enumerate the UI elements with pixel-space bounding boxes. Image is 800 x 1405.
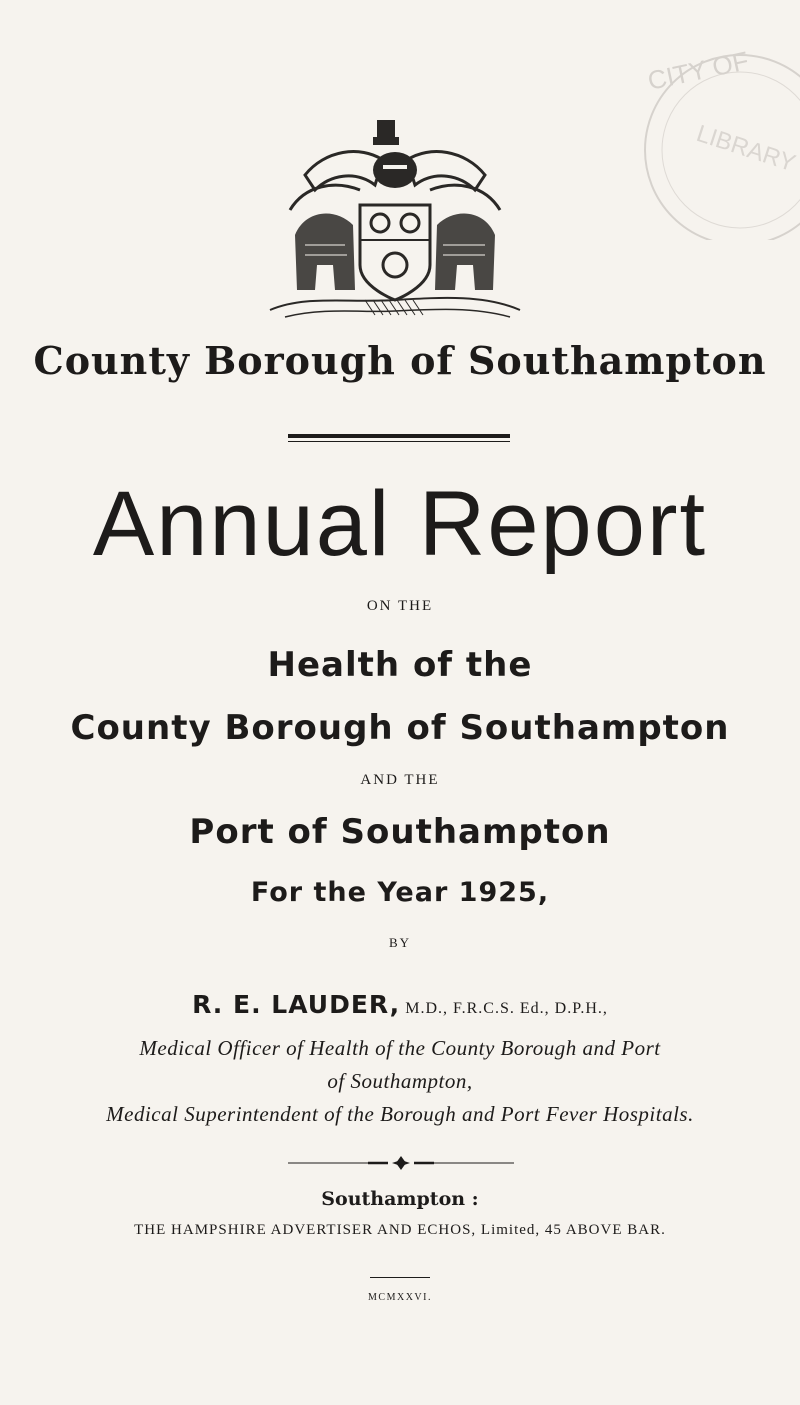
author-qualifications: M.D., F.R.C.S. Ed., D.P.H., [405, 1000, 608, 1017]
coat-of-arms-crest [265, 115, 525, 325]
report-title: Annual Report [92, 473, 708, 575]
county-borough-heading: County Borough of Southampton [33, 338, 767, 383]
double-rule-divider [288, 434, 510, 444]
svg-text:LIBRARY: LIBRARY [693, 120, 799, 178]
port-heading: Port of Southampton [189, 812, 611, 852]
author-role-line-2: of Southampton, [327, 1069, 473, 1093]
imprint-place: Southampton : [321, 1188, 479, 1210]
and-the-label: AND THE [360, 772, 440, 788]
health-heading: Health of the [267, 645, 533, 685]
author-role-line-1: Medical Officer of Health of the County Borough and Port [139, 1036, 661, 1060]
library-stamp [590, 40, 800, 240]
by-label: BY [388, 935, 412, 950]
author-line [0, 990, 800, 1019]
single-rule-divider [370, 1277, 430, 1278]
ornamental-divider [288, 1153, 514, 1173]
author-role-line-3: Medical Superintendent of the Borough and Port Fever Hospitals. [106, 1102, 694, 1126]
imprint-year-roman: MCMXXVI. [368, 1292, 432, 1303]
report-year-line: For the Year 1925, [250, 877, 550, 908]
on-the-label: ON THE [366, 598, 434, 614]
county-borough-subheading: County Borough of Southampton [70, 708, 730, 748]
svg-text:CITY OF: CITY OF [645, 45, 752, 96]
author-name: R. E. LAUDER, [192, 990, 401, 1019]
imprint-printer: THE HAMPSHIRE ADVERTISER AND ECHOS, Limited, 45 ABOVE BAR. [134, 1222, 666, 1238]
